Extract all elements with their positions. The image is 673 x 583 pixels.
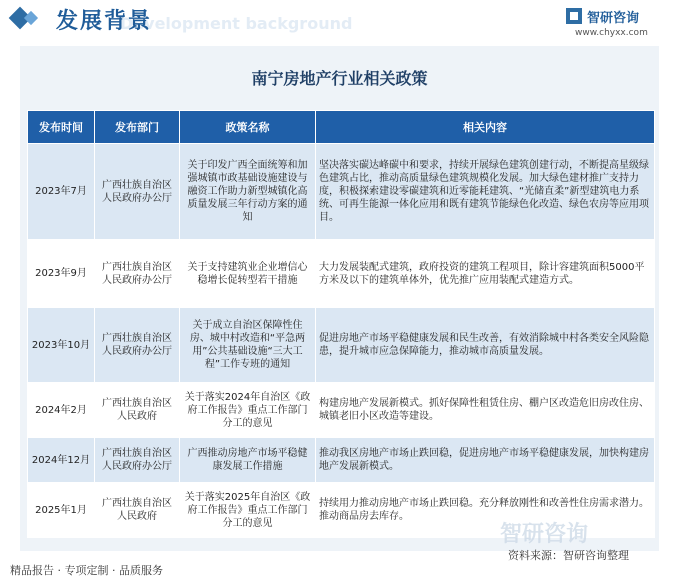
header-subtitle-en: Development background	[120, 14, 353, 33]
cell-content: 持续用力推动房地产市场止跌回稳。充分释放刚性和改善性住房需求潜力。推动商品房去库存。	[316, 483, 655, 538]
brand-logo-icon	[566, 8, 582, 24]
column-header: 发布时间	[28, 111, 95, 144]
table-row	[28, 240, 655, 308]
cell-dept: 广西壮族自治区人民政府办公厅	[95, 144, 180, 240]
cell-time: 2025年1月	[28, 483, 95, 538]
cell-content: 大力发展装配式建筑，政府投资的建筑工程项目，除计容建筑面积5000平方米及以下的建筑单体外，优先推广应用装配式建造方式。	[316, 240, 655, 308]
table-row	[28, 308, 655, 383]
table-row	[28, 144, 655, 240]
policy-table	[27, 110, 655, 538]
table-row	[28, 383, 655, 438]
brand-name: 智研咨询	[587, 11, 640, 26]
watermark: 智研咨询	[500, 522, 589, 547]
cell-policy-name: 关于落实2024年自治区《政府工作报告》重点工作部门分工的意见	[180, 383, 316, 438]
column-header: 发布部门	[95, 111, 180, 144]
table-title: 南宁房地产行业相关政策	[251, 69, 428, 88]
cell-dept: 广西壮族自治区人民政府办公厅	[95, 438, 180, 483]
cell-policy-name: 广西推动房地产市场平稳健康发展工作措施	[180, 438, 316, 483]
cell-policy-name: 关于支持建筑业企业增信心稳增长促转型若干措施	[180, 240, 316, 308]
cell-content: 促进房地产市场平稳健康发展和民生改善，有效消除城中村各类安全风险隐患，提升城市应急保障能力，推动城市高质量发展。	[316, 308, 655, 383]
footer-tagline: 精品报告 · 专项定制 · 品质服务	[10, 564, 163, 577]
cell-policy-name: 关于印发广西全面统筹和加强城镇市政基础设施建设与融资工作助力新型城镇化高质量发展三年行动方案的通知	[180, 144, 316, 240]
source-note: 资料来源：智研咨询整理	[508, 549, 629, 562]
cell-dept: 广西壮族自治区人民政府	[95, 483, 180, 538]
cell-policy-name: 关于落实2025年自治区《政府工作报告》重点工作部门分工的意见	[180, 483, 316, 538]
cell-content: 坚决落实碳达峰碳中和要求，持续开展绿色建筑创建行动，不断提高星级绿色建筑占比，推动高质量绿色建筑规模化发展。加大绿色建材推广支持力度，积极探索建设零碳建筑和近零能耗建筑、“光储直柔”新型建筑电力系统、可再生能源一体化应用和既有建筑节能绿色化改造、绿色农房等应用项目。	[316, 144, 655, 240]
column-header: 政策名称	[180, 111, 316, 144]
header	[0, 0, 673, 42]
cell-content: 构建房地产发展新模式。抓好保障性租赁住房、棚户区改造危旧房改住房、城镇老旧小区改造等建设。	[316, 383, 655, 438]
cell-policy-name: 关于成立自治区保障性住房、城中村改造和“平急两用”公共基础设施“三大工程”工作专班的通知	[180, 308, 316, 383]
cell-time: 2023年9月	[28, 240, 95, 308]
header-title: 发展背景	[56, 9, 153, 34]
cell-dept: 广西壮族自治区人民政府办公厅	[95, 308, 180, 383]
column-header: 相关内容	[316, 111, 655, 144]
cell-time: 2023年10月	[28, 308, 95, 383]
brand-url: www.chyxx.com	[575, 28, 648, 38]
cell-time: 2024年12月	[28, 438, 95, 483]
cell-dept: 广西壮族自治区人民政府办公厅	[95, 240, 180, 308]
cell-content: 推动我区房地产市场止跌回稳，促进房地产市场平稳健康发展，加快构建房地产发展新模式。	[316, 438, 655, 483]
table-row	[28, 438, 655, 483]
cell-dept: 广西壮族自治区人民政府	[95, 383, 180, 438]
cell-time: 2023年7月	[28, 144, 95, 240]
table-header-row	[28, 111, 655, 144]
cell-time: 2024年2月	[28, 383, 95, 438]
